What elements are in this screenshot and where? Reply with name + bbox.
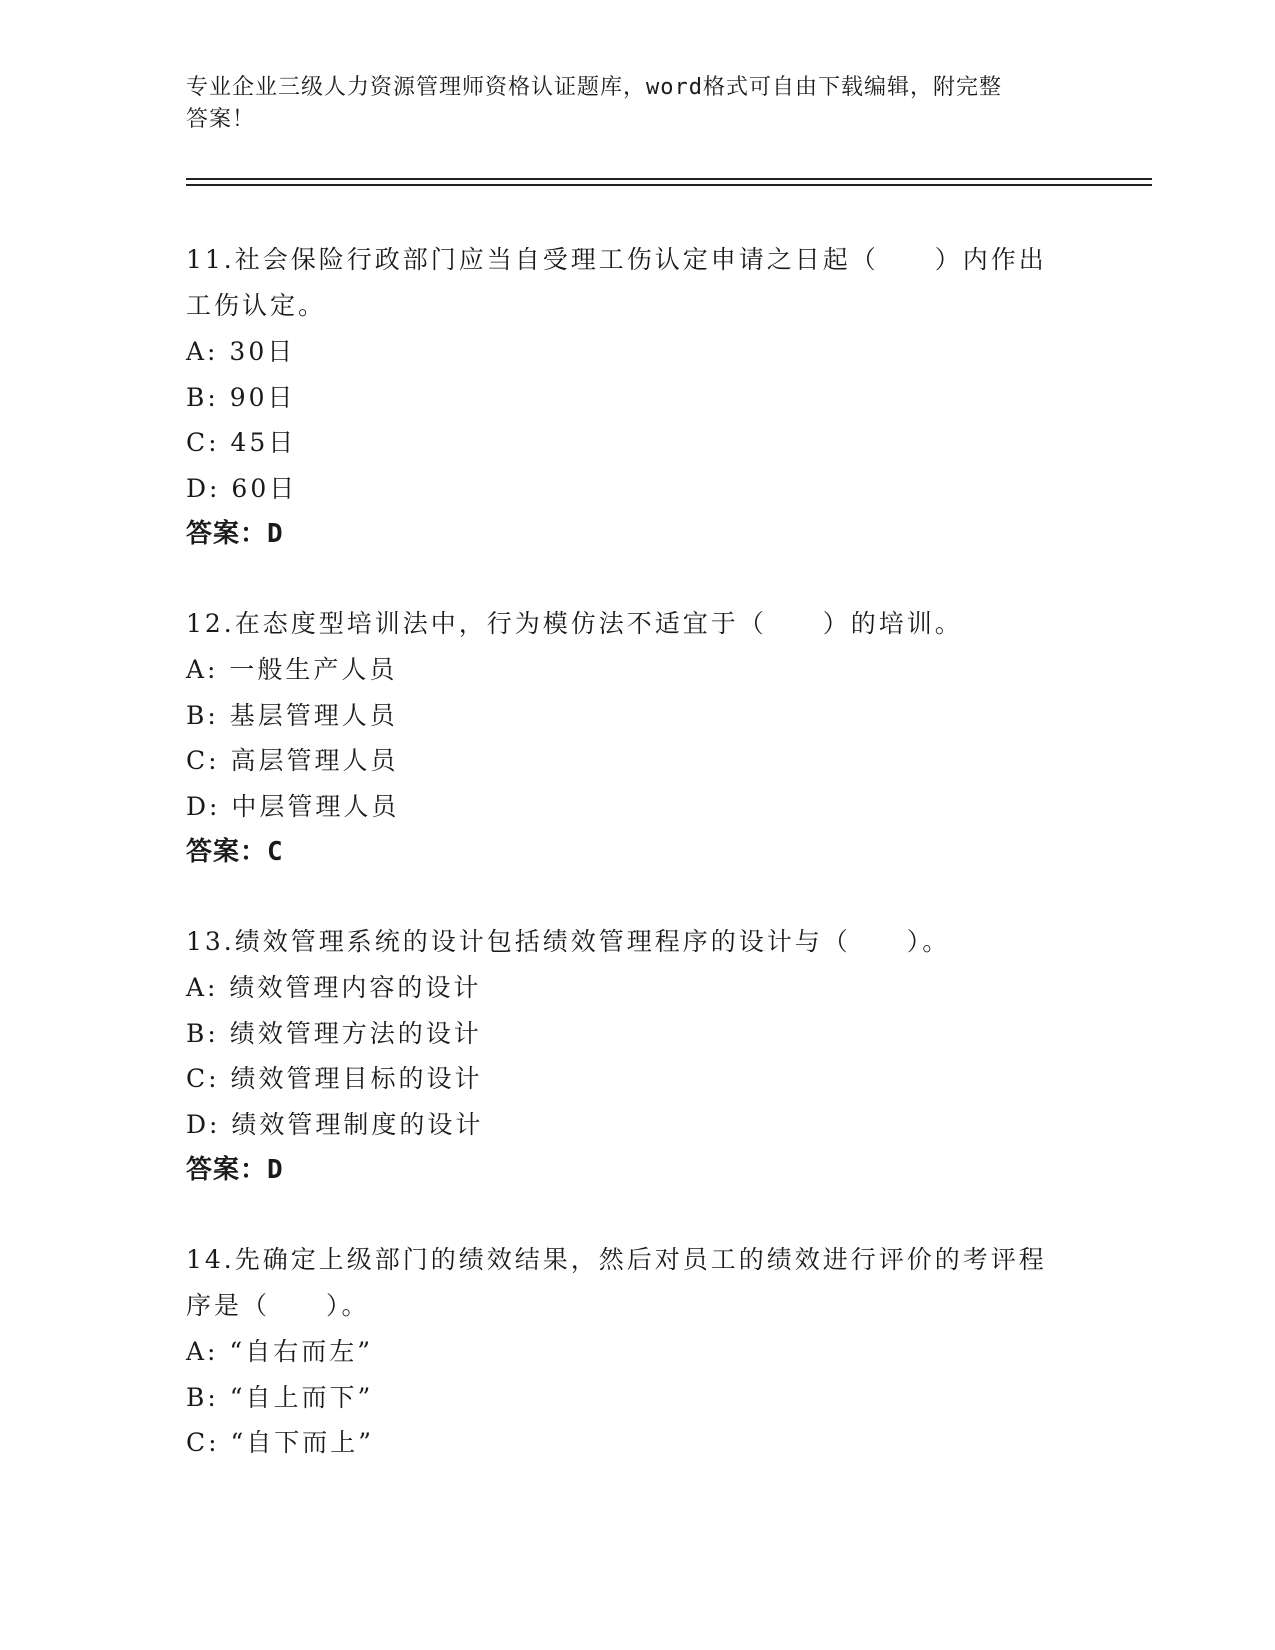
option-b: B: 绩效管理方法的设计	[186, 1018, 482, 1048]
question-stem-line-1: 12.在态度型培训法中，行为模仿法不适宜于（ ）的培训。	[186, 609, 963, 638]
header-line-1: 专业企业三级人力资源管理师资格认证题库，word格式可自由下载编辑，附完整	[186, 75, 1002, 100]
option-b: B: “自上而下”	[186, 1382, 374, 1412]
option-d: D: 60日	[186, 473, 298, 503]
question-stem-line-1: 14.先确定上级部门的绩效结果，然后对员工的绩效进行评价的考评程	[186, 1245, 1047, 1274]
answer-line: 答案：D	[186, 1155, 284, 1185]
header-divider-bottom	[186, 184, 1152, 186]
question-stem-line-2: 序是（ ）。	[186, 1291, 370, 1320]
question-13	[186, 919, 1086, 1193]
option-a: A: 一般生产人员	[186, 655, 398, 684]
option-c: C: 45日	[186, 428, 297, 457]
question-stem-line-2: 工伤认定。	[186, 291, 327, 320]
option-d: D: 绩效管理制度的设计	[186, 1109, 484, 1139]
question-12	[186, 601, 1086, 875]
question-11	[186, 237, 1086, 557]
document-header	[186, 72, 1066, 136]
option-b: B: 基层管理人员	[186, 700, 398, 730]
question-list	[186, 237, 1086, 1510]
option-a: A: “自右而左”	[186, 1337, 373, 1366]
question-14	[186, 1237, 1086, 1466]
option-a: A: 绩效管理内容的设计	[186, 973, 482, 1002]
option-c: C: “自下而上”	[186, 1428, 375, 1457]
option-a: A: 30日	[186, 337, 296, 366]
question-stem-line-1: 13.绩效管理系统的设计包括绩效管理程序的设计与（ ）。	[186, 927, 951, 956]
option-d: D: 中层管理人员	[186, 791, 400, 821]
option-c: C: 高层管理人员	[186, 746, 399, 775]
question-stem-line-1: 11.社会保险行政部门应当自受理工伤认定申请之日起（ ）内作出	[186, 245, 1047, 274]
header-line-2: 答案！	[186, 107, 256, 132]
answer-line: 答案：C	[186, 837, 284, 867]
header-divider-top	[186, 178, 1152, 180]
option-c: C: 绩效管理目标的设计	[186, 1064, 483, 1093]
option-b: B: 90日	[186, 382, 296, 412]
answer-line: 答案：D	[186, 519, 284, 549]
